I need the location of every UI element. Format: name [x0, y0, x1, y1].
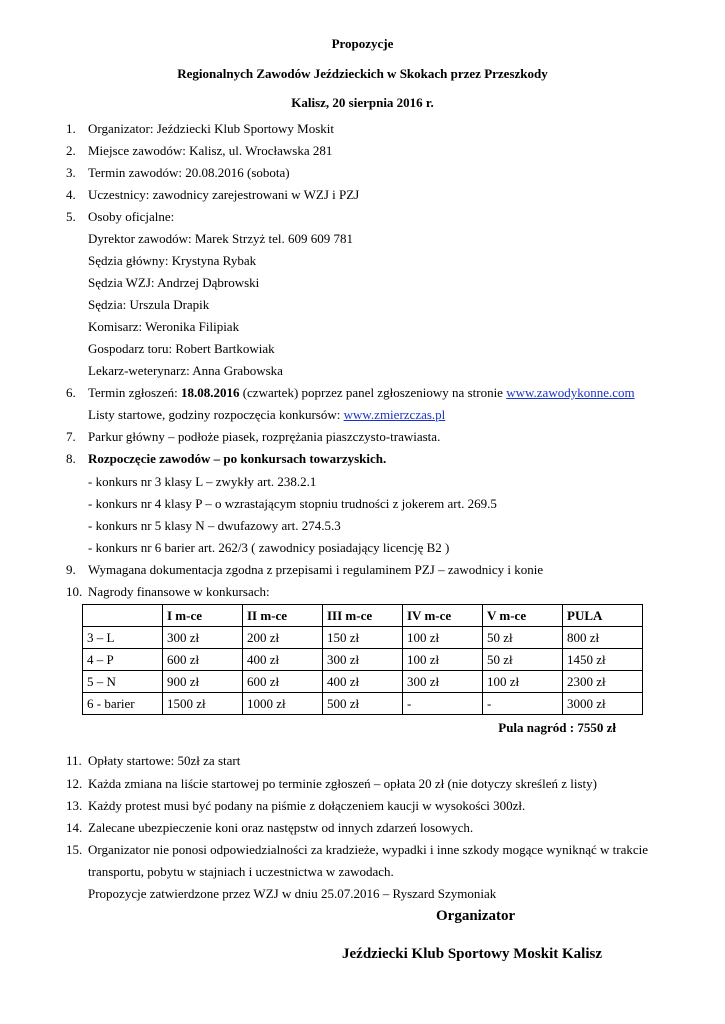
zmierzczas-link[interactable]: www.zmierzczas.pl: [343, 407, 446, 422]
event-name: Regionalnych Zawodów Jeździeckich w Skokach przez Przeszkody: [177, 66, 548, 81]
table-header-row: I m-ce II m-ce III m-ce IV m-ce V m-ce PULA: [83, 605, 643, 627]
table-row: 6 - barier 1500 zł 1000 zł 500 zł - - 3000 zł: [83, 693, 643, 715]
table-row: 3 – L 300 zł 200 zł 150 zł 100 zł 50 zł 800 zł: [83, 627, 643, 649]
registration-deadline: 18.08.2016: [180, 385, 240, 400]
signature-label: Organizator: [436, 908, 516, 924]
event-date-place: Kalisz, 20 sierpnia 2016 r.: [291, 95, 434, 110]
prize-pool-total: Pula nagród : 7550 zł: [498, 720, 616, 735]
signature-organizer: Jeździecki Klub Sportowy Moskit Kalisz: [342, 946, 602, 962]
table-row: 4 – P 600 zł 400 zł 300 zł 100 zł 50 zł 1450 zł: [83, 649, 643, 671]
doc-title: Propozycje: [331, 36, 394, 51]
table-row: 5 – N 900 zł 600 zł 400 zł 300 zł 100 zł 2300 zł: [83, 671, 643, 693]
prize-table: [82, 604, 643, 715]
zawodykonne-link[interactable]: www.zawodykonne.com: [506, 385, 635, 400]
